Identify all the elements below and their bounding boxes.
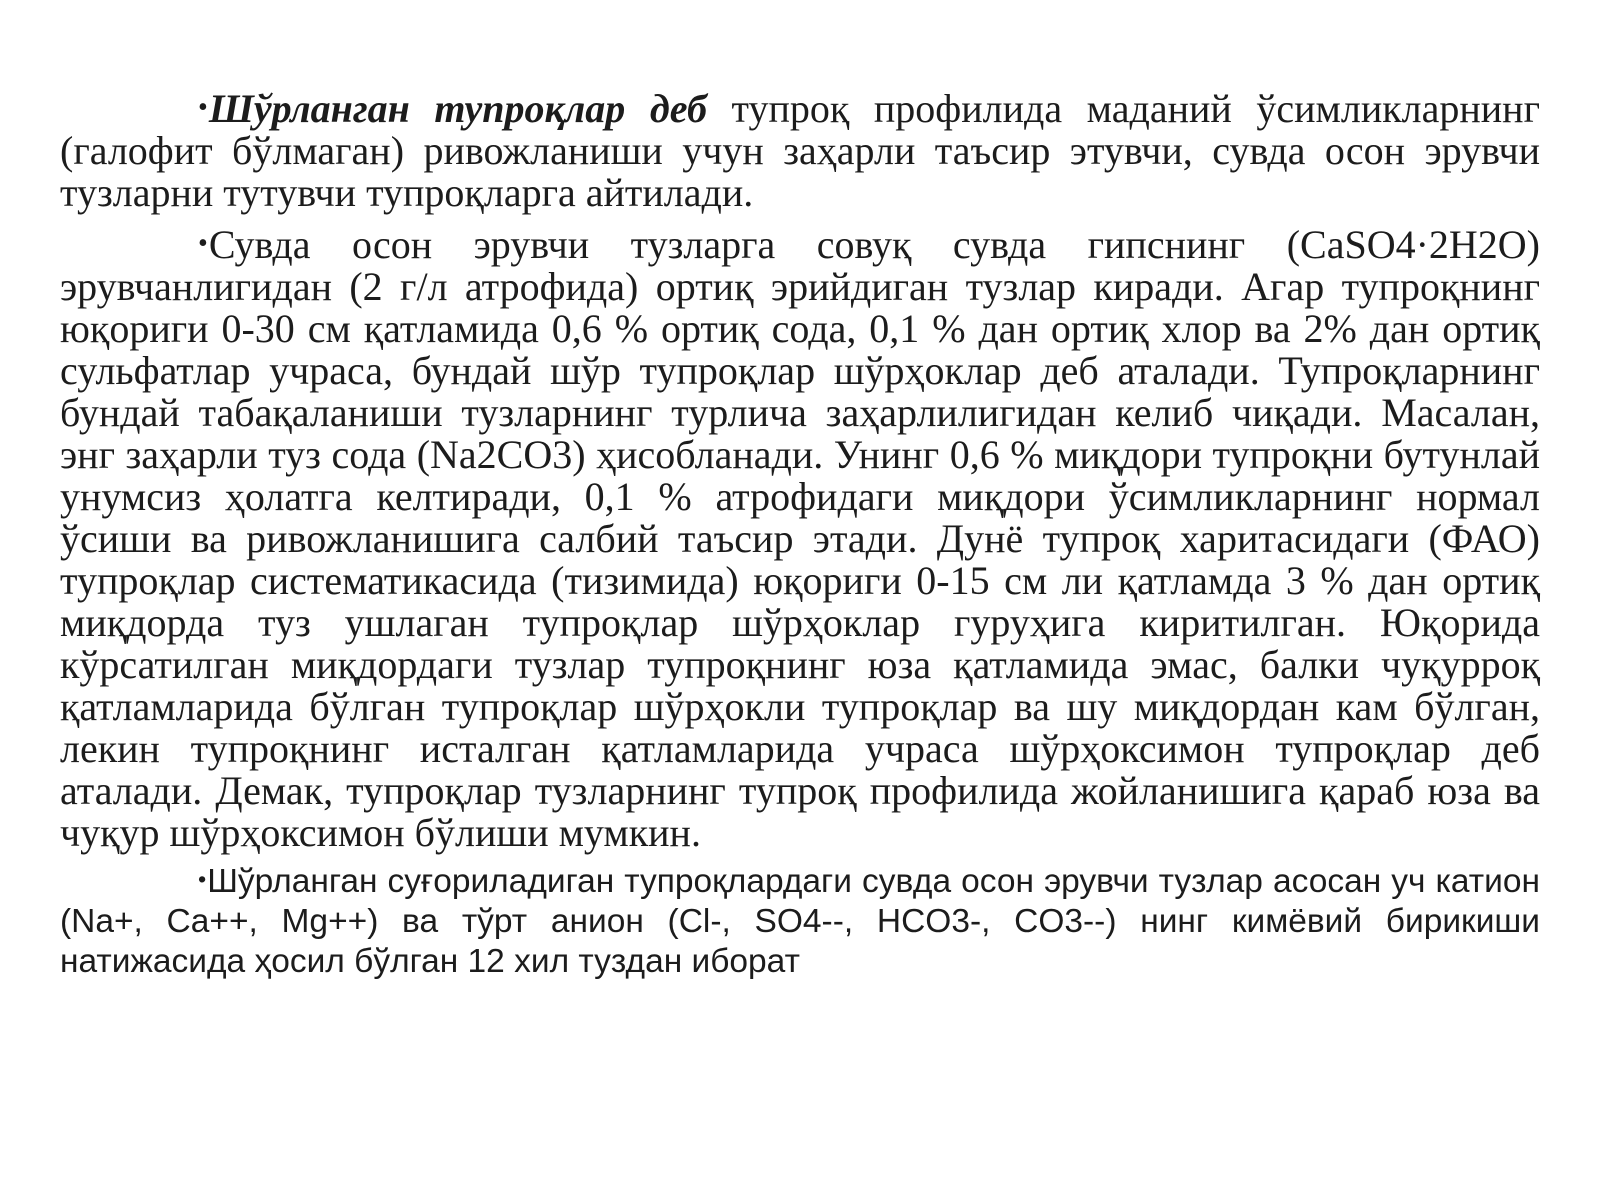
- bullet-icon: •: [198, 92, 208, 123]
- defined-term: Шўрланган тупроқлар деб: [208, 86, 707, 131]
- bullet-icon: •: [198, 866, 207, 892]
- paragraph-text: Шўрланган суғориладиган тупроқлардаги сувда осон эрувчи тузлар асосан уч катион (Na+, Ca++, Mg++) ва тўрт анион (Cl-, SO4--, HCO3-, CO3--) нинг кимёвий бирикиши натижасида ҳосил бўлган 12 хил туздан иборат: [60, 863, 1540, 980]
- paragraph-text: Сувда осон эрувчи тузларга совуқ сувда гипснинг (CaSO4·2H2O) эрувчанлигидан (2 г/л атрофида) ортиқ эрийдиган тузлар киради. Агар тупроқнинг юқориги 0-30 см қатламида 0,6 % ортиқ сода, 0,1 % дан ортиқ хлор ва 2% дан ортиқ сульфатлар учраса, бундай шўр тупроқлар шўрҳоклар деб аталади. Тупроқларнинг бундай табақаланиши тузларнинг турлича заҳарлилигидан келиб чиқади. Масалан, энг заҳарли туз сода (Na2CO3) ҳисобланади. Унинг 0,6 % миқдори тупроқни бутунлай унумсиз ҳолатга келтиради, 0,1 % атрофидаги миқдори ўсимликларнинг нормал ўсиши ва ривожланишига салбий таъсир этади. Дунё тупроқ харитасидаги (ФАО) тупроқлар систематикасида (тизимида) юқориги 0-15 см ли қатламда 3 % дан ортиқ миқдорда туз ушлаган тупроқлар шўрҳоклар гуруҳига киритилган. Юқорида кўрсатилган миқдордаги тузлар тупроқнинг юза қатламида эмас, балки чуқурроқ қатламларида бўлган тупроқлар шўрҳокли тупроқлар ва шу миқдордан кам бўлган, лекин тупроқнинг исталган қатламларида учраса шўрҳоксимон тупроқлар деб аталади. Демак, тупроқлар тузларнинг тупроқ профилида жойланишига қараб юза ва чуқур шўрҳоксимон бўлиши мумкин.: [60, 222, 1540, 855]
- slide-body: [60, 88, 1540, 982]
- bullet-icon: •: [198, 228, 208, 259]
- paragraph-salt-composition: [60, 862, 1540, 982]
- paragraph-definition: [60, 88, 1540, 214]
- paragraph-text: тупроқ профилида маданий ўсимликларнинг (галофит бўлмаган) ривожланиши учун заҳарли таъсир этувчи, сувда осон эрувчи тузларни тутувчи тупроқларга айтилади.: [60, 86, 1540, 215]
- paragraph-salt-classification: [60, 224, 1540, 854]
